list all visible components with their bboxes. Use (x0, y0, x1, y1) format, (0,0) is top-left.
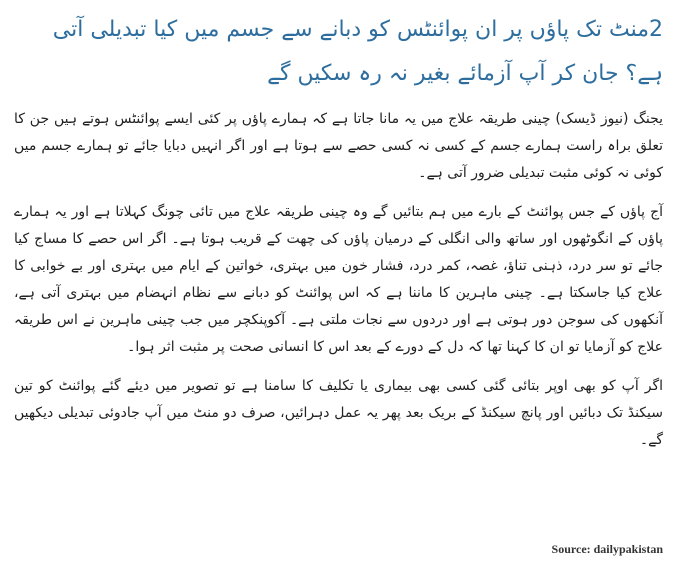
article-headline: 2منٹ تک پاؤں پر ان پوائنٹس کو دبانے سے جسم میں کیا تبدیلی آتی ہے؟ جان کر آپ آزمائے بغیر نہ رہ سکیں گے (52, 17, 663, 86)
article-paragraph-2: آج پاؤں کے جس پوائنٹ کے بارے میں ہم بتائیں گے وہ چینی طریقہ علاج میں تائی چونگ کہلاتا ہے اور یہ ہمارے پاؤں کے انگوٹھوں اور ساتھ والی انگلی کے درمیان پاؤں کی چھت کے قریب ہوتا ہے۔ اگر اس حصے کا مساج کیا جائے تو سر درد، ذہنی تناؤ، غصہ، کمر درد، فشار خون میں بہتری، خواتین کے ایام میں بہتری اور بے خوابی کا علاج کیا جاسکتا ہے۔ چینی ماہرین کا ماننا ہے کہ اس پوائنٹ کو دبانے سے نظام انہضام میں بہتری آتی ہے، آنکھوں کی سوجن دور ہوتی ہے اور دردوں سے نجات ملتی ہے۔ آکوپنکچر میں جب چینی ماہرین نے اس طریقہ علاج کو آزمایا تو ان کا کہنا تھا کہ دل کے دورے کے بعد اس کا انسانی صحت پر مثبت اثر ہوا۔ (14, 204, 663, 355)
article-paragraph-3: اگر آپ کو بھی اوپر بتائی گئی کسی بھی بیماری یا تکلیف کا سامنا ہے تو تصویر میں دیئے گئے پوائنٹ کو تین سیکنڈ تک دبائیں اور پانچ سیکنڈ کے بریک بعد پھر یہ عمل دہرائیں، صرف دو منٹ میں آپ جادوئی تبدیلی دیکھیں گے۔ (14, 378, 663, 448)
article-paragraph-1: یجنگ (نیوز ڈیسک) چینی طریقہ علاج میں یہ مانا جاتا ہے کہ ہمارے پاؤں پر کئی ایسے پوائنٹس ہوتے ہیں جن کا تعلق براہ راست ہمارے جسم کے کسی نہ کسی حصے سے ہوتا ہے اور اگر انہیں دبایا جائے تو ہمارے جسم میں کوئی نہ کوئی مثبت تبدیلی ضرور آتی ہے۔ (14, 111, 663, 181)
source-credit: Source: dailypakistan (551, 542, 663, 556)
